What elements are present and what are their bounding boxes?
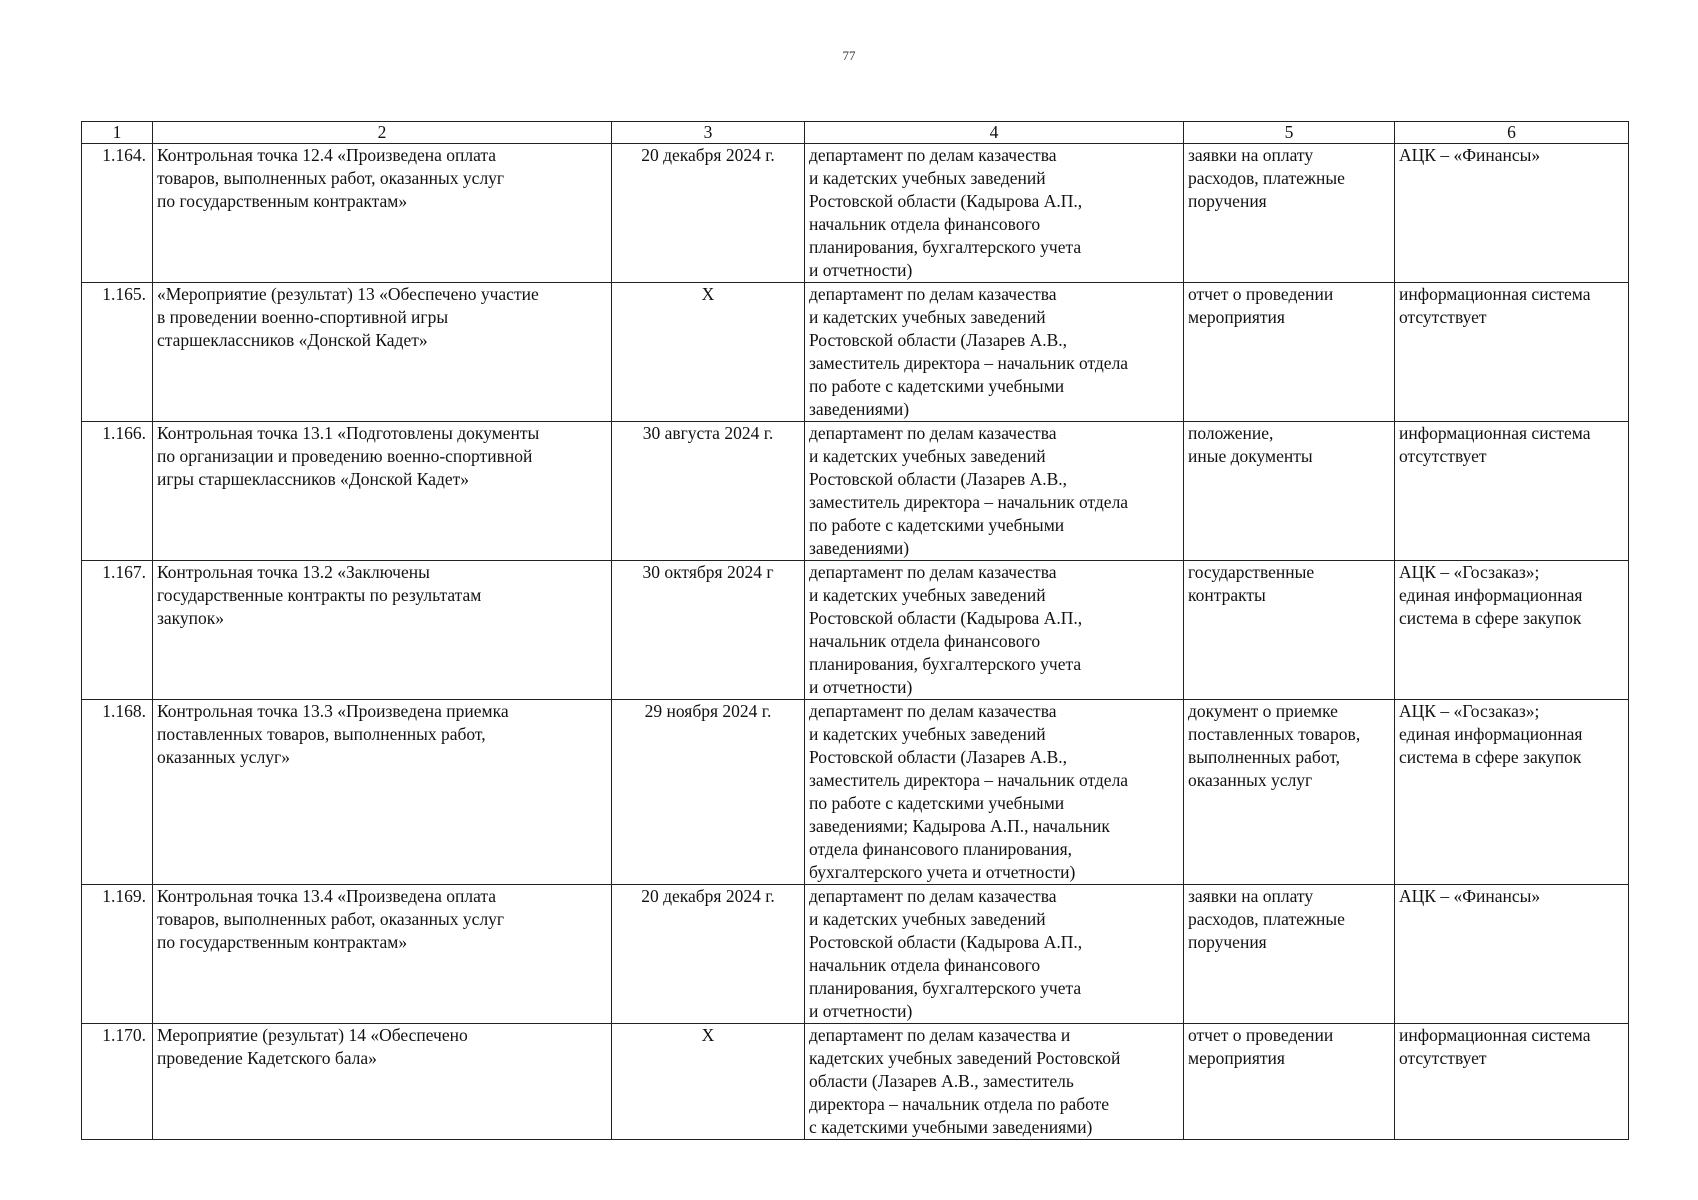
confirming-document: документ о приемке поставленных товаров, выполненных работ, оказанных услуг <box>1184 700 1395 885</box>
information-system: информационная система отсутствует <box>1395 1024 1629 1140</box>
event-name: Мероприятие (результат) 14 «Обеспечено проведение Кадетского бала» <box>153 1024 612 1140</box>
control-points-table <box>81 121 1629 1140</box>
confirming-document: заявки на оплату расходов, платежные поручения <box>1184 144 1395 283</box>
event-name: Контрольная точка 13.4 «Произведена оплата товаров, выполненных работ, оказанных услуг по государственным контрактам» <box>153 885 612 1024</box>
information-system: АЦК – «Финансы» <box>1395 885 1629 1024</box>
confirming-document: отчет о проведении мероприятия <box>1184 283 1395 422</box>
responsible-executor: департамент по делам казачества и кадетских учебных заведений Ростовской области (Лазарев А.В., заместитель директора – начальник отдела по работе с кадетскими учебными заведениями) <box>805 283 1184 422</box>
table-header-row <box>82 122 1629 144</box>
information-system: АЦК – «Госзаказ»; единая информационная система в сфере закупок <box>1395 700 1629 885</box>
event-name: Контрольная точка 13.2 «Заключены государственные контракты по результатам закупок» <box>153 561 612 700</box>
row-number: 1.167. <box>82 561 153 700</box>
deadline-date: 20 декабря 2024 г. <box>612 144 805 283</box>
information-system: АЦК – «Госзаказ»; единая информационная система в сфере закупок <box>1395 561 1629 700</box>
deadline-date: Х <box>612 283 805 422</box>
confirming-document: заявки на оплату расходов, платежные поручения <box>1184 885 1395 1024</box>
column-header: 3 <box>612 122 805 144</box>
event-name: Контрольная точка 13.1 «Подготовлены документы по организации и проведению военно-спортивной игры старшеклассников «Донской Кадет» <box>153 422 612 561</box>
row-number: 1.164. <box>82 144 153 283</box>
row-number: 1.166. <box>82 422 153 561</box>
event-name: Контрольная точка 13.3 «Произведена приемка поставленных товаров, выполненных работ, оказанных услуг» <box>153 700 612 885</box>
deadline-date: Х <box>612 1024 805 1140</box>
row-number: 1.170. <box>82 1024 153 1140</box>
information-system: информационная система отсутствует <box>1395 283 1629 422</box>
information-system: АЦК – «Финансы» <box>1395 144 1629 283</box>
column-header: 1 <box>82 122 153 144</box>
responsible-executor: департамент по делам казачества и кадетских учебных заведений Ростовской области (Кадырова А.П., начальник отдела финансового планирования, бухгалтерского учета и отчетности) <box>805 561 1184 700</box>
deadline-date: 20 декабря 2024 г. <box>612 885 805 1024</box>
table-row <box>82 1024 1629 1140</box>
deadline-date: 29 ноября 2024 г. <box>612 700 805 885</box>
responsible-executor: департамент по делам казачества и кадетских учебных заведений Ростовской области (Кадырова А.П., начальник отдела финансового планирования, бухгалтерского учета и отчетности) <box>805 885 1184 1024</box>
responsible-executor: департамент по делам казачества и кадетских учебных заведений Ростовской области (Лазарев А.В., заместитель директора – начальник отдела по работе с кадетскими учебными заведениями) <box>805 1024 1184 1140</box>
column-header: 2 <box>153 122 612 144</box>
page-number: 77 <box>842 48 856 63</box>
event-name: «Мероприятие (результат) 13 «Обеспечено участие в проведении военно-спортивной игры старшеклассников «Донской Кадет» <box>153 283 612 422</box>
responsible-executor: департамент по делам казачества и кадетских учебных заведений Ростовской области (Лазарев А.В., заместитель директора – начальник отдела по работе с кадетскими учебными заведениями) <box>805 422 1184 561</box>
column-header: 5 <box>1184 122 1395 144</box>
row-number: 1.165. <box>82 283 153 422</box>
deadline-date: 30 октября 2024 г <box>612 561 805 700</box>
deadline-date: 30 августа 2024 г. <box>612 422 805 561</box>
row-number: 1.168. <box>82 700 153 885</box>
confirming-document: отчет о проведении мероприятия <box>1184 1024 1395 1140</box>
column-header: 6 <box>1395 122 1629 144</box>
table-row <box>82 700 1629 885</box>
row-number: 1.169. <box>82 885 153 1024</box>
column-header: 4 <box>805 122 1184 144</box>
table-row <box>82 144 1629 283</box>
event-name: Контрольная точка 12.4 «Произведена оплата товаров, выполненных работ, оказанных услуг по государственным контрактам» <box>153 144 612 283</box>
table-row <box>82 422 1629 561</box>
information-system: информационная система отсутствует <box>1395 422 1629 561</box>
table-row <box>82 561 1629 700</box>
responsible-executor: департамент по делам казачества и кадетских учебных заведений Ростовской области (Кадырова А.П., начальник отдела финансового планирования, бухгалтерского учета и отчетности) <box>805 144 1184 283</box>
confirming-document: государственные контракты <box>1184 561 1395 700</box>
table-row <box>82 885 1629 1024</box>
responsible-executor: департамент по делам казачества и кадетских учебных заведений Ростовской области (Лазарев А.В., заместитель директора – начальник отдела по работе с кадетскими учебными заведениями; Кадырова А.П., начальник отдела финансового планирования, бухгалтерского учета и отчетности) <box>805 700 1184 885</box>
confirming-document: положение, иные документы <box>1184 422 1395 561</box>
table-row <box>82 283 1629 422</box>
